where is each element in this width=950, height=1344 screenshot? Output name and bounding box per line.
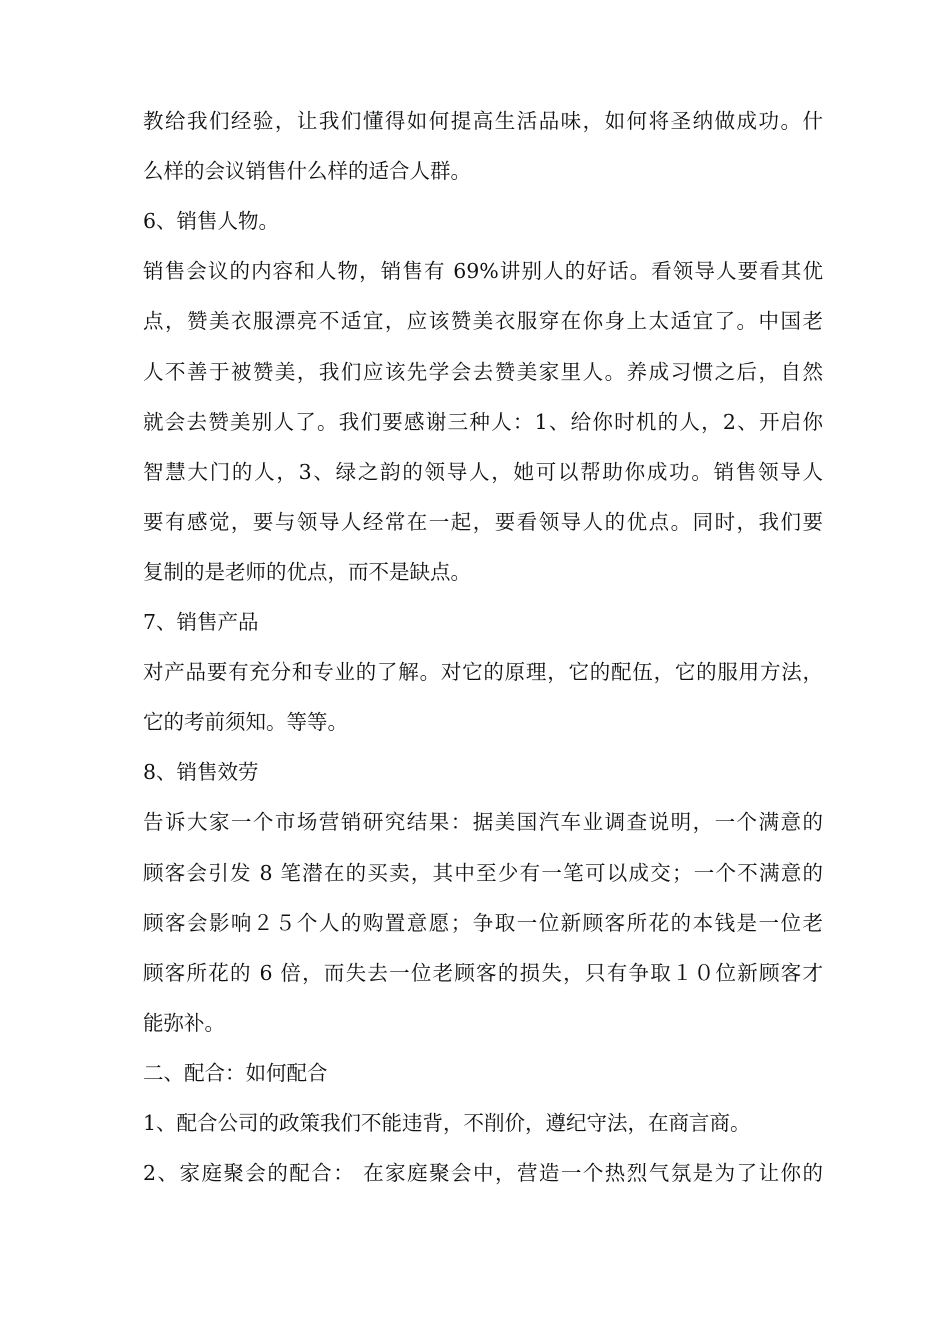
text-line-10: 复制的是老师的优点，而不是缺点。	[143, 560, 471, 584]
text-line-17: 顾客会影响２５个人的购置意愿；争取一位新顾客所花的本钱是一位老	[143, 911, 823, 935]
text-line-12: 对产品要有充分和专业的了解。对它的原理，它的配伍，它的服用方法，	[143, 660, 823, 684]
chapter-heading-2: 二、配合：如何配合	[143, 1061, 328, 1085]
text-line-8: 智慧大门的人，3、绿之韵的领导人，她可以帮助你成功。销售领导人	[143, 460, 823, 484]
section-heading-7: 7、销售产品	[143, 610, 259, 634]
list-item-2: 2、家庭聚会的配合： 在家庭聚会中，营造一个热烈气氛是为了让你的	[143, 1161, 823, 1185]
text-line-9: 要有感觉，要与领导人经常在一起，要看领导人的优点。同时，我们要	[143, 510, 823, 534]
list-item-1: 1、配合公司的政策我们不能违背，不削价，遵纪守法，在商言商。	[143, 1111, 751, 1135]
text-line-13: 它的考前须知。等等。	[143, 710, 348, 734]
text-line-7: 就会去赞美别人了。我们要感谢三种人：1、给你时机的人，2、开启你	[143, 410, 823, 434]
text-line-15: 告诉大家一个市场营销研究结果：据美国汽车业调查说明，一个满意的	[143, 810, 823, 834]
text-line-5: 点，赞美衣服漂亮不适宜，应该赞美衣服穿在你身上太适宜了。中国老	[143, 309, 823, 333]
text-line-16: 顾客会引发 8 笔潜在的买卖，其中至少有一笔可以成交；一个不满意的	[143, 861, 823, 885]
text-line-6: 人不善于被赞美，我们应该先学会去赞美家里人。养成习惯之后，自然	[143, 360, 823, 384]
text-line-18: 顾客所花的 6 倍，而失去一位老顾客的损失，只有争取１０位新顾客才	[143, 961, 823, 985]
text-line-19: 能弥补。	[143, 1011, 225, 1035]
text-line-4: 销售会议的内容和人物，销售有 69%讲别人的好话。看领导人要看其优	[143, 259, 823, 283]
text-line-2: 么样的会议销售什么样的适合人群。	[143, 159, 471, 183]
text-line-1: 教给我们经验，让我们懂得如何提高生活品味，如何将圣纳做成功。什	[143, 109, 823, 133]
section-heading-6: 6、销售人物。	[143, 209, 280, 233]
section-heading-8: 8、销售效劳	[143, 760, 259, 784]
